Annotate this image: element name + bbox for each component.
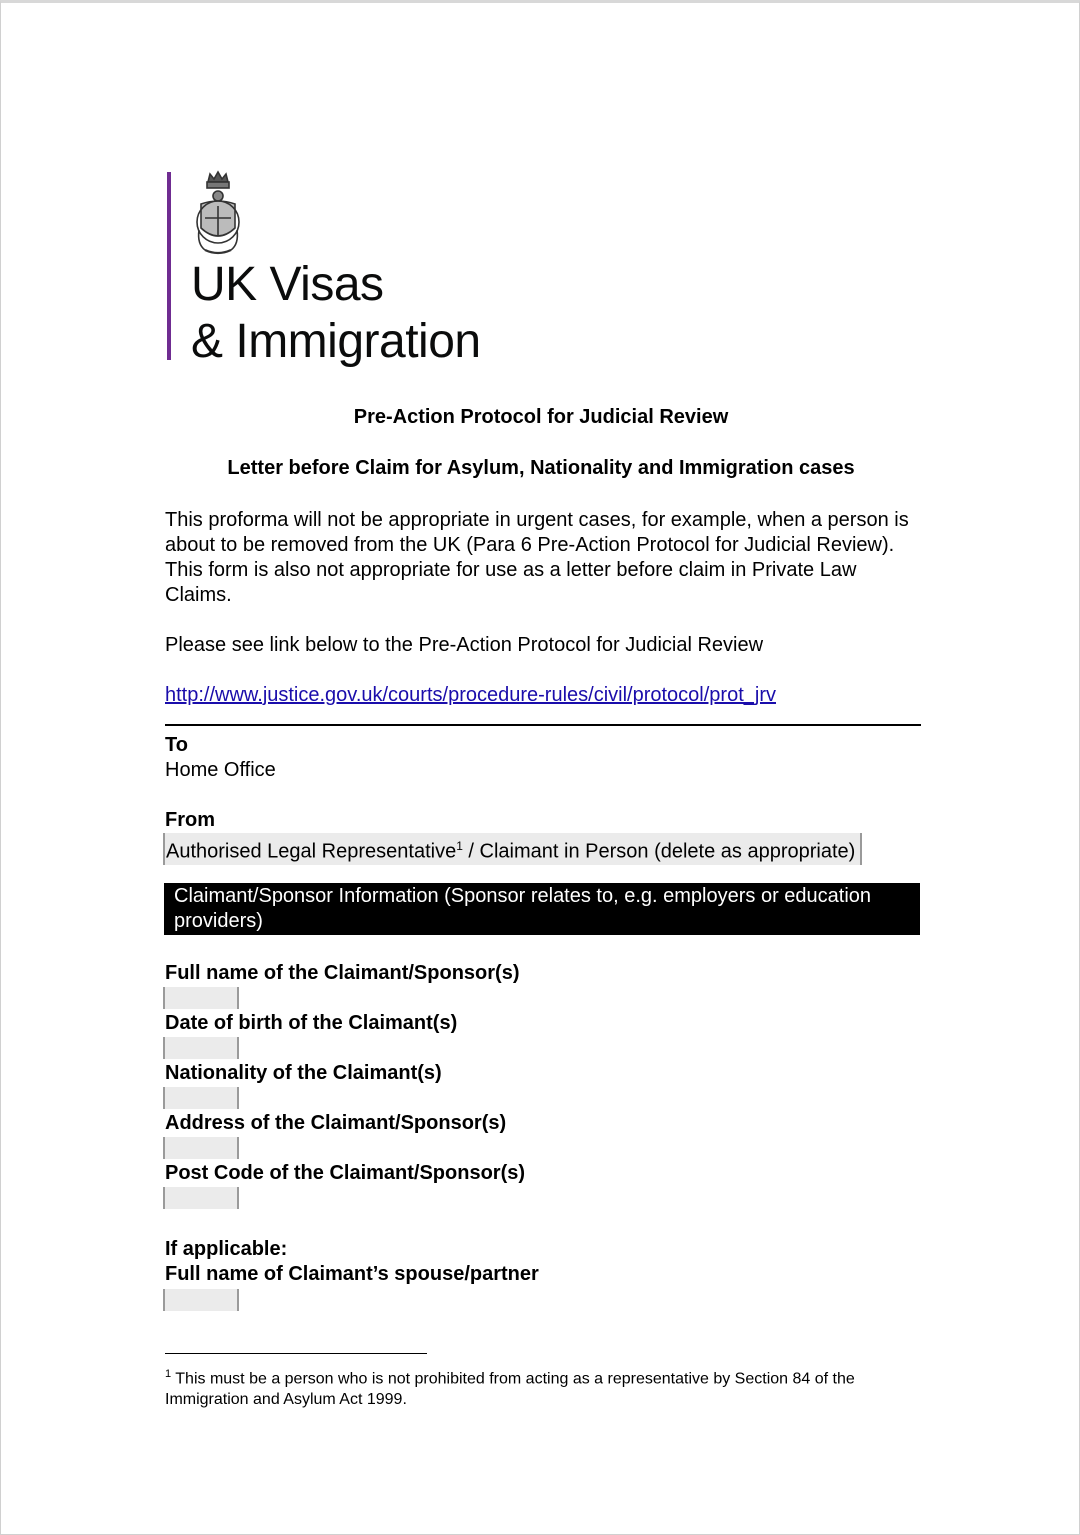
postcode-label: Post Code of the Claimant/Sponsor(s) xyxy=(165,1162,526,1184)
from-label: From xyxy=(165,809,215,831)
spouse-name-label: Full name of Claimant’s spouse/partner xyxy=(165,1263,539,1285)
dob-input[interactable] xyxy=(163,1037,239,1059)
from-value-text: Authorised Legal Representative xyxy=(166,840,457,863)
to-value: Home Office xyxy=(165,759,276,781)
logo-wordmark xyxy=(191,256,481,370)
if-applicable-label: If applicable: xyxy=(165,1238,288,1260)
link-intro-text: Please see link below to the Pre-Action Protocol for Judicial Review xyxy=(165,634,764,656)
footnote-ref: 1 xyxy=(456,839,463,853)
protocol-link[interactable]: http://www.justice.gov.uk/courts/procedure-rules/civil/protocol/prot_jrv xyxy=(165,684,776,706)
from-value-text-rest: / Claimant in Person (delete as appropriate) xyxy=(462,840,856,863)
ukvi-logo xyxy=(167,170,527,370)
from-input-field[interactable] xyxy=(163,833,862,865)
footnote-separator xyxy=(165,1353,427,1354)
nationality-label: Nationality of the Claimant(s) xyxy=(165,1062,442,1084)
address-label: Address of the Claimant/Sponsor(s) xyxy=(165,1112,507,1134)
nationality-input[interactable] xyxy=(163,1087,239,1109)
document-title: Pre-Action Protocol for Judicial Review xyxy=(353,406,729,428)
address-input[interactable] xyxy=(163,1137,239,1159)
full-name-input[interactable] xyxy=(163,987,239,1009)
logo-accent-bar xyxy=(167,172,171,360)
logo-line-1: UK Visas xyxy=(191,258,384,311)
section-divider xyxy=(165,724,921,726)
logo-line-2: & Immigration xyxy=(191,315,481,368)
intro-paragraph: This proforma will not be appropriate in urgent cases, for example, when a person is about to be removed from the UK (Para 6 Pre-Action Protocol for Judicial Review). This form is also not appropriate for use as a letter before claim in Private Law Claims. xyxy=(165,509,909,606)
dob-label: Date of birth of the Claimant(s) xyxy=(165,1012,458,1034)
footnote xyxy=(165,1364,935,1410)
royal-coat-of-arms-icon xyxy=(191,170,245,256)
spouse-name-input[interactable] xyxy=(163,1289,239,1311)
section-banner: Claimant/Sponsor Information (Sponsor relates to, e.g. employers or education providers) xyxy=(164,883,920,935)
footnote-text: This must be a person who is not prohibited from acting as a representative by Section 84 of the Immigration and Asylum Act 1999. xyxy=(165,1370,855,1409)
to-label: To xyxy=(165,734,188,756)
footnote-number: 1 xyxy=(165,1368,172,1380)
document-subtitle: Letter before Claim for Asylum, Nationality and Immigration cases xyxy=(227,457,855,479)
full-name-label: Full name of the Claimant/Sponsor(s) xyxy=(165,962,520,984)
postcode-input[interactable] xyxy=(163,1187,239,1209)
